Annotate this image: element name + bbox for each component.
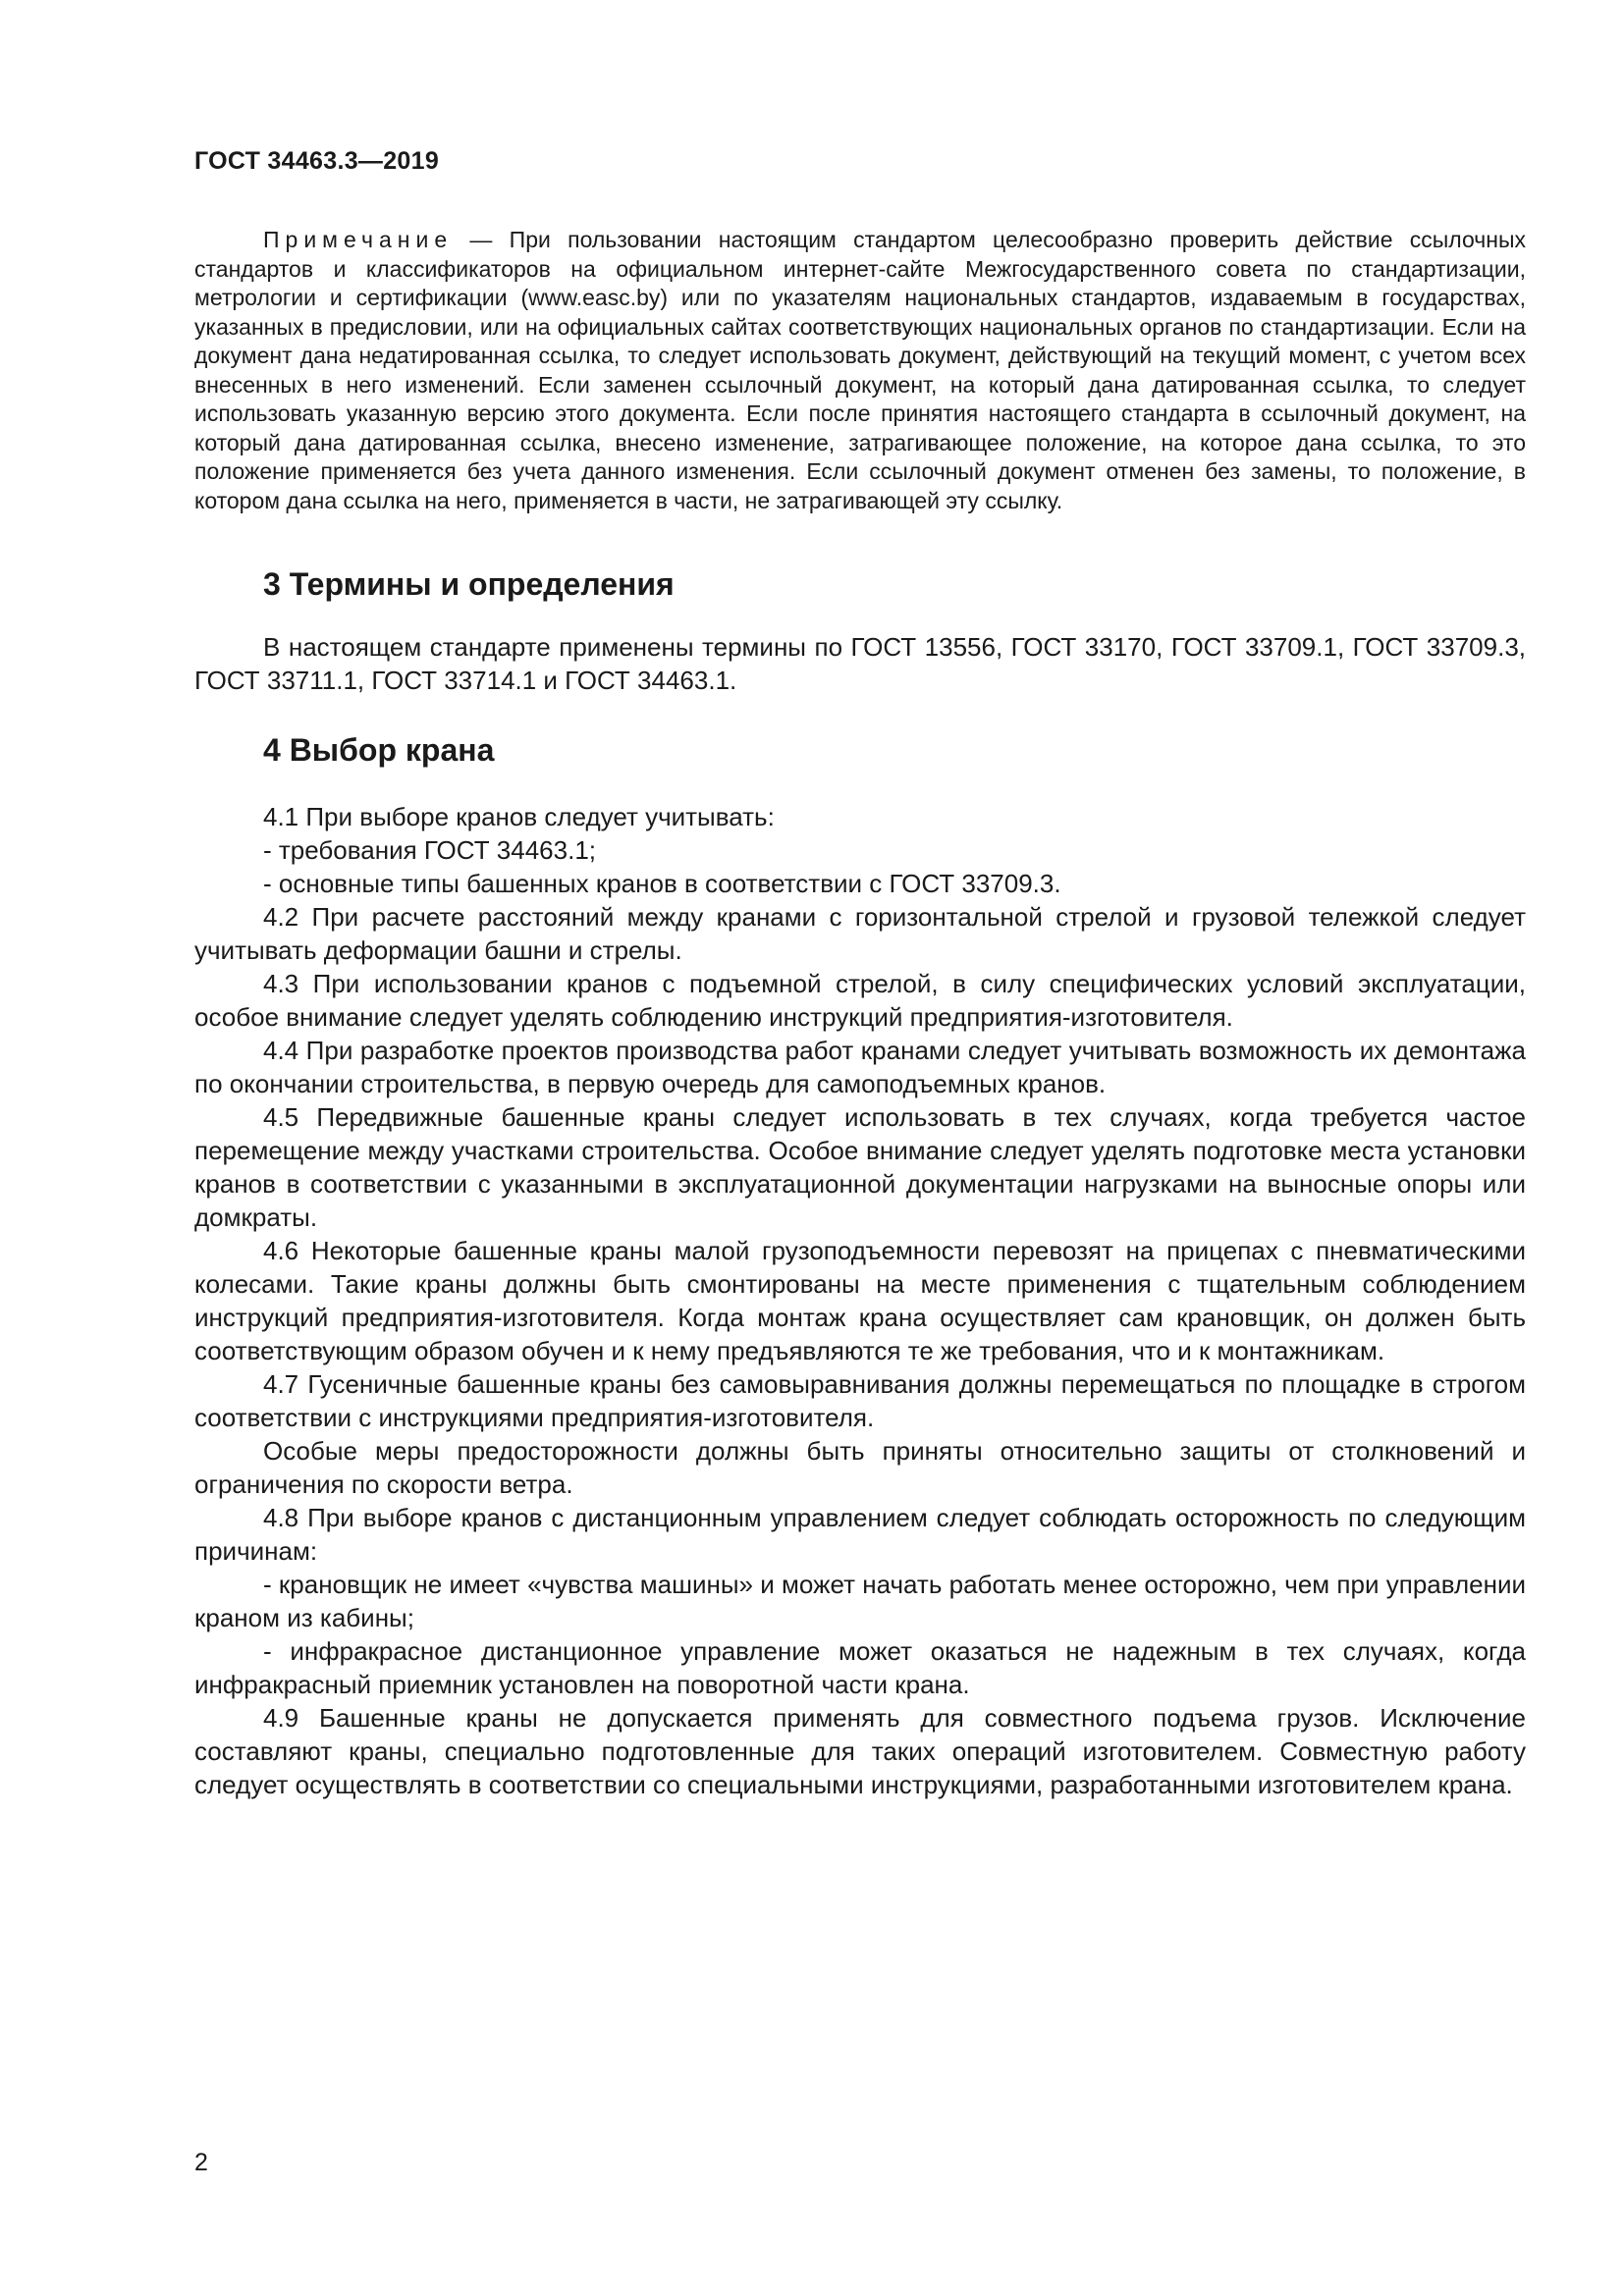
clause-4-2: 4.2 При расчете расстояний между кранами с горизонтальной стрелой и грузовой тележкой следует учитывать деформации башни и стрелы. <box>194 902 1526 965</box>
clause-4-8-item-2: - инфракрасное дистанционное управление может оказаться не надежным в тех случаях, когда инфракрасный приемник установлен на поворотной части крана. <box>194 1636 1526 1699</box>
clause-4-7: 4.7 Гусеничные башенные краны без самовыравнивания должны перемещаться по площадке в строгом соответствии с инструкциями предприятия-изготовителя. <box>194 1369 1526 1432</box>
clause-4-4: 4.4 При разработке проектов производства работ кранами следует учитывать возможность их демонтажа по окончании строительства, в первую очередь для самоподъемных кранов. <box>194 1036 1526 1098</box>
note-label: Примечание <box>263 227 454 252</box>
running-head: ГОСТ 34463.3—2019 <box>194 147 440 175</box>
section-3-heading: 3 Термины и определения <box>263 566 675 602</box>
clause-4-3: 4.3 При использовании кранов с подъемной стрелой, в силу специфических условий эксплуатации, особое внимание следует уделять соблюдению инструкций предприятия-изготовителя. <box>194 969 1526 1032</box>
note-text: — При пользовании настоящим стандартом целесообразно проверить действие ссылочных стандартов и классификаторов на официальном интернет-сайте Межгосударственного совета по стандартизации, метрологии и сертификации (www.easc.by) или по указателям национальных стандартов, издаваемым в государствах, указанных в предисловии, или на официальных сайтах соответствующих национальных органов по стандартизации. Если на документ дана недатированная ссылка, то следует использовать документ, действующий на текущий момент, с учетом всех внесенных в него изменений. Если заменен ссылочный документ, на который дана датированная ссылка, то следует использовать указанную версию этого документа. Если после принятия настоящего стандарта в ссылочный документ, на который дана датированная ссылка, внесено изменение, затрагивающее положение, на которое дана ссылка, то это положение применяется без учета данного изменения. Если ссылочный документ отменен без замены, то положение, в котором дана ссылка на него, применяется в части, не затрагивающей эту ссылку. <box>194 227 1526 513</box>
page-content <box>194 226 1526 1801</box>
clause-4-1-item-1: - требования ГОСТ 34463.1; <box>263 835 597 865</box>
clause-4-8: 4.8 При выборе кранов с дистанционным управлением следует соблюдать осторожность по следующим причинам: <box>194 1503 1526 1566</box>
section-3-paragraph: В настоящем стандарте применены термины по ГОСТ 13556, ГОСТ 33170, ГОСТ 33709.1, ГОСТ 33709.3, ГОСТ 33711.1, ГОСТ 33714.1 и ГОСТ 34463.1. <box>194 632 1526 695</box>
clause-4-1-item-2: - основные типы башенных кранов в соответствии с ГОСТ 33709.3. <box>263 869 1061 898</box>
clause-4-1: 4.1 При выборе кранов следует учитывать: <box>263 802 775 831</box>
clause-4-5: 4.5 Передвижные башенные краны следует использовать в тех случаях, когда требуется частое перемещение между участками строительства. Особое внимание следует уделять подготовке места установки кранов в соответствии с указанными в эксплуатационной документации нагрузками на выносные опоры или домкраты. <box>194 1102 1526 1232</box>
clause-4-7-extra: Особые меры предосторожности должны быть приняты относительно защиты от столкновений и ограничения по скорости ветра. <box>194 1436 1526 1499</box>
clause-4-8-item-1: - крановщик не имеет «чувства машины» и может начать работать менее осторожно, чем при управлении краном из кабины; <box>194 1570 1526 1632</box>
page-number: 2 <box>194 2149 208 2176</box>
section-4-heading: 4 Выбор крана <box>263 732 495 768</box>
reference-note <box>194 226 1526 515</box>
clause-4-9: 4.9 Башенные краны не допускается применять для совместного подъема грузов. Исключение составляют краны, специально подготовленные для таких операций изготовителем. Совместную работу следует осуществлять в соответствии со специальными инструкциями, разработанными изготовителем крана. <box>194 1703 1526 1799</box>
clause-4-6: 4.6 Некоторые башенные краны малой грузоподъемности перевозят на прицепах с пневматическими колесами. Такие краны должны быть смонтированы на месте применения с тщательным соблюдением инструкций предприятия-изготовителя. Когда монтаж крана осуществляет сам крановщик, он должен быть соответствующим образом обучен и к нему предъявляются те же требования, что и к монтажникам. <box>194 1236 1526 1365</box>
